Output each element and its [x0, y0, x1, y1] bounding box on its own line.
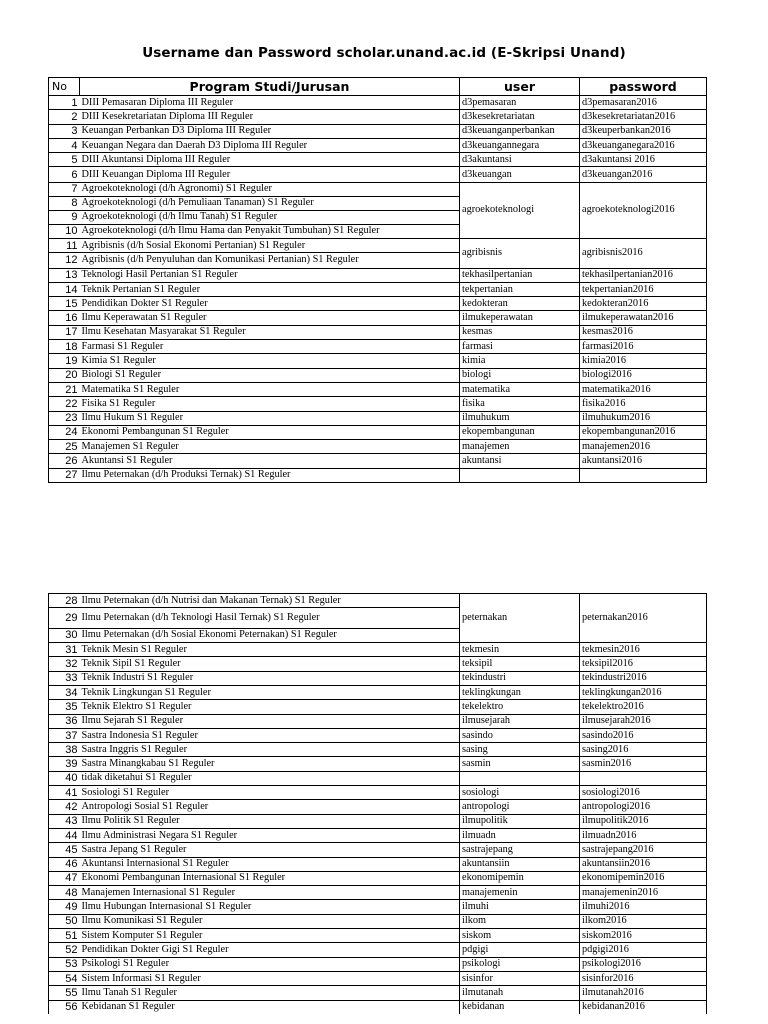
password-cell: kedokteran2016: [580, 297, 707, 311]
user-cell: sastrajepang: [460, 843, 580, 857]
user-cell: d3akuntansi: [460, 153, 580, 167]
table-row: [49, 153, 707, 167]
program-name: Ilmu Kesehatan Masyarakat S1 Reguler: [80, 325, 460, 339]
program-name: Agribisnis (d/h Sosial Ekonomi Pertanian) S1 Reguler: [80, 238, 460, 253]
row-number: 2: [49, 110, 80, 124]
password-cell: d3keuperbankan2016: [580, 124, 707, 138]
page-title: Username dan Password scholar.unand.ac.id (E-Skripsi Unand): [142, 45, 626, 61]
table-row: [49, 886, 707, 900]
program-name: Sastra Inggris S1 Reguler: [80, 743, 460, 757]
table-row: [49, 368, 707, 382]
password-cell: sosiologi2016: [580, 786, 707, 800]
row-number: 37: [49, 728, 80, 742]
user-cell: akuntansi: [460, 454, 580, 468]
program-name: Sistem Komputer S1 Reguler: [80, 929, 460, 943]
table-row: [49, 971, 707, 985]
row-number: 22: [49, 397, 80, 411]
program-name: Sosiologi S1 Reguler: [80, 786, 460, 800]
password-cell: farmasi2016: [580, 340, 707, 354]
row-number: 11: [49, 238, 80, 253]
program-name: Manajemen Internasional S1 Reguler: [80, 886, 460, 900]
program-name: Pendidikan Dokter Gigi S1 Reguler: [80, 943, 460, 957]
table-row: [49, 411, 707, 425]
credentials-table-page-1: [48, 77, 707, 483]
table-row: [49, 957, 707, 971]
row-number: 28: [49, 594, 80, 608]
program-name: Agribisnis (d/h Penyuluhan dan Komunikasi Pertanian) S1 Reguler: [80, 253, 460, 268]
table-row: [49, 843, 707, 857]
row-number: 30: [49, 628, 80, 642]
program-name: Teknik Lingkungan S1 Reguler: [80, 685, 460, 699]
user-cell: tekhasilpertanian: [460, 268, 580, 282]
program-name: Teknik Industri S1 Reguler: [80, 671, 460, 685]
user-cell: ilmuhi: [460, 900, 580, 914]
row-number: 26: [49, 454, 80, 468]
table-row: [49, 1000, 707, 1014]
program-name: Agroekoteknologi (d/h Ilmu Tanah) S1 Reguler: [80, 210, 460, 224]
row-number: 53: [49, 957, 80, 971]
user-cell: manajemenin: [460, 886, 580, 900]
password-cell: pdgigi2016: [580, 943, 707, 957]
password-cell: ilmukeperawatan2016: [580, 311, 707, 325]
user-cell: pdgigi: [460, 943, 580, 957]
password-cell: sisinfor2016: [580, 971, 707, 985]
credentials-table-page-2: [48, 593, 707, 1014]
password-cell: manajemenin2016: [580, 886, 707, 900]
user-cell: [460, 771, 580, 785]
user-cell: kimia: [460, 354, 580, 368]
password-cell: teklingkungan2016: [580, 685, 707, 699]
password-cell: ilmuadn2016: [580, 828, 707, 842]
program-name: Ilmu Hukum S1 Reguler: [80, 411, 460, 425]
program-name: Ilmu Sejarah S1 Reguler: [80, 714, 460, 728]
program-name: Ekonomi Pembangunan S1 Reguler: [80, 425, 460, 439]
row-number: 27: [49, 468, 80, 482]
table-row: [49, 800, 707, 814]
table-row: [49, 671, 707, 685]
table-row: [49, 382, 707, 396]
program-name: Agroekoteknologi (d/h Agronomi) S1 Reguler: [80, 182, 460, 196]
table-row: [49, 282, 707, 296]
row-number: 56: [49, 1000, 80, 1014]
password-cell: ilmuhukum2016: [580, 411, 707, 425]
program-name: Fisika S1 Reguler: [80, 397, 460, 411]
table-row: [49, 110, 707, 124]
program-name: Agroekoteknologi (d/h Pemuliaan Tanaman) S1 Reguler: [80, 196, 460, 210]
user-cell: tekpertanian: [460, 282, 580, 296]
user-cell: sasmin: [460, 757, 580, 771]
user-cell: kebidanan: [460, 1000, 580, 1014]
password-cell: d3keuanganegara2016: [580, 138, 707, 152]
row-number: 33: [49, 671, 80, 685]
user-cell: tekelektro: [460, 700, 580, 714]
password-cell: ilkom2016: [580, 914, 707, 928]
row-number: 39: [49, 757, 80, 771]
program-name: Ilmu Peternakan (d/h Nutrisi dan Makanan Ternak) S1 Reguler: [80, 594, 460, 608]
program-name: DIII Akuntansi Diploma III Reguler: [80, 153, 460, 167]
table-row: [49, 728, 707, 742]
program-name: Pendidikan Dokter S1 Reguler: [80, 297, 460, 311]
program-name: Keuangan Negara dan Daerah D3 Diploma III Reguler: [80, 138, 460, 152]
row-number: 54: [49, 971, 80, 985]
table-row: [49, 594, 707, 608]
row-number: 5: [49, 153, 80, 167]
table-row: [49, 397, 707, 411]
row-number: 50: [49, 914, 80, 928]
program-name: tidak diketahui S1 Reguler: [80, 771, 460, 785]
user-cell: [460, 468, 580, 482]
row-number: 40: [49, 771, 80, 785]
user-cell: kesmas: [460, 325, 580, 339]
password-cell: [580, 468, 707, 482]
program-name: Ekonomi Pembangunan Internasional S1 Reguler: [80, 871, 460, 885]
user-cell: fisika: [460, 397, 580, 411]
table-row: [49, 828, 707, 842]
table-header-row: [49, 78, 707, 96]
row-number: 34: [49, 685, 80, 699]
program-name: Teknik Elektro S1 Reguler: [80, 700, 460, 714]
user-cell: ilmupolitik: [460, 814, 580, 828]
table-row: [49, 914, 707, 928]
table-row: [49, 643, 707, 657]
row-number: 42: [49, 800, 80, 814]
password-cell: manajemen2016: [580, 440, 707, 454]
password-cell: peternakan2016: [580, 594, 707, 643]
program-name: DIII Keuangan Diploma III Reguler: [80, 167, 460, 182]
password-cell: kesmas2016: [580, 325, 707, 339]
password-cell: sasing2016: [580, 743, 707, 757]
program-name: Biologi S1 Reguler: [80, 368, 460, 382]
table-row: [49, 238, 707, 253]
program-name: Ilmu Peternakan (d/h Teknologi Hasil Ternak) S1 Reguler: [80, 608, 460, 629]
user-cell: d3keuangan: [460, 167, 580, 182]
table-row: [49, 96, 707, 110]
user-cell: antropologi: [460, 800, 580, 814]
program-name: Sastra Jepang S1 Reguler: [80, 843, 460, 857]
user-cell: peternakan: [460, 594, 580, 643]
program-name: Ilmu Peternakan (d/h Sosial Ekonomi Peternakan) S1 Reguler: [80, 628, 460, 642]
program-name: Teknik Sipil S1 Reguler: [80, 657, 460, 671]
password-cell: agribisnis2016: [580, 238, 707, 268]
row-number: 15: [49, 297, 80, 311]
table-row: [49, 743, 707, 757]
row-number: 13: [49, 268, 80, 282]
program-name: Matematika S1 Reguler: [80, 382, 460, 396]
user-cell: farmasi: [460, 340, 580, 354]
program-name: Kebidanan S1 Reguler: [80, 1000, 460, 1014]
user-cell: ilmukeperawatan: [460, 311, 580, 325]
row-number: 32: [49, 657, 80, 671]
row-number: 24: [49, 425, 80, 439]
row-number: 31: [49, 643, 80, 657]
program-name: Kimia S1 Reguler: [80, 354, 460, 368]
table-row: [49, 786, 707, 800]
program-name: Manajemen S1 Reguler: [80, 440, 460, 454]
table-row: [49, 124, 707, 138]
table-row: [49, 814, 707, 828]
user-cell: d3pemasaran: [460, 96, 580, 110]
table-row: [49, 943, 707, 957]
program-name: Ilmu Politik S1 Reguler: [80, 814, 460, 828]
program-name: Sastra Indonesia S1 Reguler: [80, 728, 460, 742]
user-cell: sisinfor: [460, 971, 580, 985]
row-number: 51: [49, 929, 80, 943]
table-row: [49, 138, 707, 152]
password-cell: sasmin2016: [580, 757, 707, 771]
user-cell: psikologi: [460, 957, 580, 971]
password-cell: teksipil2016: [580, 657, 707, 671]
program-name: Teknik Mesin S1 Reguler: [80, 643, 460, 657]
row-number: 14: [49, 282, 80, 296]
program-name: Psikologi S1 Reguler: [80, 957, 460, 971]
program-name: DIII Pemasaran Diploma III Reguler: [80, 96, 460, 110]
password-cell: antropologi2016: [580, 800, 707, 814]
table-row: [49, 311, 707, 325]
table-row: [49, 757, 707, 771]
user-cell: ekopembangunan: [460, 425, 580, 439]
table-row: [49, 657, 707, 671]
user-cell: sosiologi: [460, 786, 580, 800]
password-cell: ekonomipemin2016: [580, 871, 707, 885]
table-row: [49, 929, 707, 943]
user-cell: teklingkungan: [460, 685, 580, 699]
table-row: [49, 771, 707, 785]
password-cell: ilmuhi2016: [580, 900, 707, 914]
password-cell: sastrajepang2016: [580, 843, 707, 857]
user-cell: agroekoteknologi: [460, 182, 580, 238]
table-row: [49, 685, 707, 699]
program-name: Teknik Pertanian S1 Reguler: [80, 282, 460, 296]
program-name: Ilmu Komunikasi S1 Reguler: [80, 914, 460, 928]
row-number: 44: [49, 828, 80, 842]
header-password: password: [580, 78, 707, 96]
program-name: Keuangan Perbankan D3 Diploma III Reguler: [80, 124, 460, 138]
row-number: 19: [49, 354, 80, 368]
row-number: 49: [49, 900, 80, 914]
table-row: [49, 340, 707, 354]
user-cell: ilmuadn: [460, 828, 580, 842]
password-cell: tekhasilpertanian2016: [580, 268, 707, 282]
row-number: 25: [49, 440, 80, 454]
user-cell: manajemen: [460, 440, 580, 454]
password-cell: tekindustri2016: [580, 671, 707, 685]
row-number: 3: [49, 124, 80, 138]
row-number: 46: [49, 857, 80, 871]
user-cell: kedokteran: [460, 297, 580, 311]
row-number: 35: [49, 700, 80, 714]
row-number: 48: [49, 886, 80, 900]
program-name: Sistem Informasi S1 Reguler: [80, 971, 460, 985]
row-number: 6: [49, 167, 80, 182]
row-number: 7: [49, 182, 80, 196]
row-number: 23: [49, 411, 80, 425]
user-cell: tekindustri: [460, 671, 580, 685]
user-cell: ilmutanah: [460, 986, 580, 1000]
table-row: [49, 354, 707, 368]
password-cell: biologi2016: [580, 368, 707, 382]
program-name: Agroekoteknologi (d/h Ilmu Hama dan Penyakit Tumbuhan) S1 Reguler: [80, 224, 460, 238]
password-cell: ilmutanah2016: [580, 986, 707, 1000]
user-cell: ilmuhukum: [460, 411, 580, 425]
row-number: 8: [49, 196, 80, 210]
program-name: Akuntansi S1 Reguler: [80, 454, 460, 468]
table-row: [49, 440, 707, 454]
password-cell: matematika2016: [580, 382, 707, 396]
table-row: [49, 700, 707, 714]
user-cell: tekmesin: [460, 643, 580, 657]
user-cell: d3kesekretariatan: [460, 110, 580, 124]
row-number: 20: [49, 368, 80, 382]
user-cell: matematika: [460, 382, 580, 396]
row-number: 43: [49, 814, 80, 828]
program-name: Ilmu Tanah S1 Reguler: [80, 986, 460, 1000]
user-cell: agribisnis: [460, 238, 580, 268]
table-row: [49, 857, 707, 871]
user-cell: akuntansiin: [460, 857, 580, 871]
password-cell: d3akuntansi 2016: [580, 153, 707, 167]
password-cell: tekmesin2016: [580, 643, 707, 657]
password-cell: akuntansiin2016: [580, 857, 707, 871]
row-number: 17: [49, 325, 80, 339]
user-cell: siskom: [460, 929, 580, 943]
table-row: [49, 297, 707, 311]
password-cell: psikologi2016: [580, 957, 707, 971]
user-cell: biologi: [460, 368, 580, 382]
row-number: 36: [49, 714, 80, 728]
program-name: Antropologi Sosial S1 Reguler: [80, 800, 460, 814]
table-row: [49, 986, 707, 1000]
table-row: [49, 167, 707, 182]
password-cell: akuntansi2016: [580, 454, 707, 468]
password-cell: siskom2016: [580, 929, 707, 943]
program-name: DIII Kesekretariatan Diploma III Reguler: [80, 110, 460, 124]
row-number: 9: [49, 210, 80, 224]
user-cell: ilkom: [460, 914, 580, 928]
row-number: 21: [49, 382, 80, 396]
row-number: 16: [49, 311, 80, 325]
password-cell: [580, 771, 707, 785]
header-program: Program Studi/Jurusan: [80, 78, 460, 96]
row-number: 10: [49, 224, 80, 238]
row-number: 38: [49, 743, 80, 757]
user-cell: ilmusejarah: [460, 714, 580, 728]
user-cell: ekonomipemin: [460, 871, 580, 885]
password-cell: tekelektro2016: [580, 700, 707, 714]
header-user: user: [460, 78, 580, 96]
program-name: Farmasi S1 Reguler: [80, 340, 460, 354]
table-row: [49, 325, 707, 339]
password-cell: sasindo2016: [580, 728, 707, 742]
table-row: [49, 182, 707, 196]
table-row: [49, 468, 707, 482]
table-row: [49, 714, 707, 728]
program-name: Akuntansi Internasional S1 Reguler: [80, 857, 460, 871]
password-cell: kimia2016: [580, 354, 707, 368]
user-cell: teksipil: [460, 657, 580, 671]
table-row: [49, 871, 707, 885]
program-name: Sastra Minangkabau S1 Reguler: [80, 757, 460, 771]
password-cell: ilmusejarah2016: [580, 714, 707, 728]
header-no: No: [49, 78, 80, 96]
password-cell: d3kesekretariatan2016: [580, 110, 707, 124]
program-name: Teknologi Hasil Pertanian S1 Reguler: [80, 268, 460, 282]
row-number: 18: [49, 340, 80, 354]
user-cell: sasing: [460, 743, 580, 757]
table-row: [49, 425, 707, 439]
program-name: Ilmu Keperawatan S1 Reguler: [80, 311, 460, 325]
program-name: Ilmu Administrasi Negara S1 Reguler: [80, 828, 460, 842]
password-cell: agroekoteknologi2016: [580, 182, 707, 238]
password-cell: ilmupolitik2016: [580, 814, 707, 828]
row-number: 45: [49, 843, 80, 857]
password-cell: ekopembangunan2016: [580, 425, 707, 439]
row-number: 52: [49, 943, 80, 957]
row-number: 1: [49, 96, 80, 110]
row-number: 47: [49, 871, 80, 885]
table-row: [49, 268, 707, 282]
row-number: 29: [49, 608, 80, 629]
table-row: [49, 454, 707, 468]
row-number: 55: [49, 986, 80, 1000]
row-number: 41: [49, 786, 80, 800]
program-name: Ilmu Peternakan (d/h Produksi Ternak) S1 Reguler: [80, 468, 460, 482]
row-number: 12: [49, 253, 80, 268]
row-number: 4: [49, 138, 80, 152]
user-cell: d3keuangannegara: [460, 138, 580, 152]
user-cell: d3keuanganperbankan: [460, 124, 580, 138]
table-row: [49, 900, 707, 914]
user-cell: sasindo: [460, 728, 580, 742]
password-cell: kebidanan2016: [580, 1000, 707, 1014]
password-cell: fisika2016: [580, 397, 707, 411]
password-cell: d3keuangan2016: [580, 167, 707, 182]
program-name: Ilmu Hubungan Internasional S1 Reguler: [80, 900, 460, 914]
password-cell: tekpertanian2016: [580, 282, 707, 296]
password-cell: d3pemasaran2016: [580, 96, 707, 110]
